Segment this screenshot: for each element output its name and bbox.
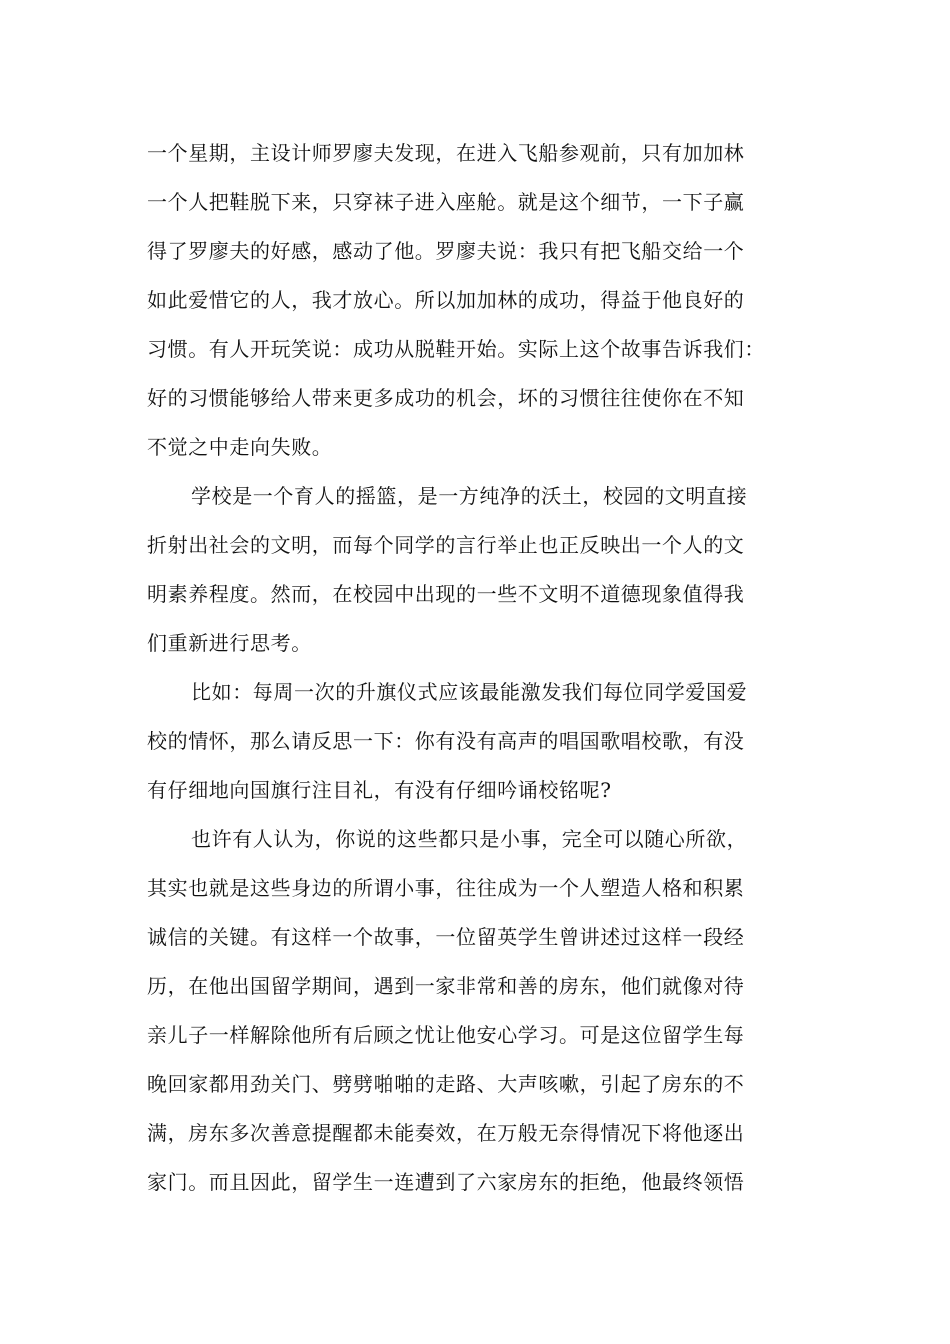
text-line: 满，房东多次善意提醒都未能奏效，在万般无奈得情况下将他逐出 <box>147 1121 745 1145</box>
text-line: 其实也就是这些身边的所谓小事，往往成为一个人塑造人格和积累 <box>147 876 745 900</box>
text-line: 亲儿子一样解除他所有后顾之忧让他安心学习。可是这位留学生每 <box>147 1023 745 1047</box>
body-text <box>147 129 807 1207</box>
text-line: 比如：每周一次的升旗仪式应该最能激发我们每位同学爱国爱 <box>191 680 748 704</box>
text-line: 明素养程度。然而，在校园中出现的一些不文明不道德现象值得我 <box>147 582 745 606</box>
paragraph-4 <box>147 815 807 1207</box>
text-line: 有仔细地向国旗行注目礼，有没有仔细吟诵校铭呢? <box>147 778 612 802</box>
text-line: 一个人把鞋脱下来，只穿袜子进入座舱。就是这个细节，一下子赢 <box>147 190 745 214</box>
paragraph-2 <box>147 472 807 668</box>
text-line: 历，在他出国留学期间，遇到一家非常和善的房东，他们就像对待 <box>147 974 745 998</box>
text-line: 习惯。有人开玩笑说：成功从脱鞋开始。实际上这个故事告诉我们： <box>147 337 765 361</box>
text-line: 学校是一个育人的摇篮，是一方纯净的沃土，校园的文明直接 <box>191 484 748 508</box>
text-line: 诚信的关键。有这样一个故事，一位留英学生曾讲述过这样一段经 <box>147 925 745 949</box>
text-line: 得了罗廖夫的好感，感动了他。罗廖夫说：我只有把飞船交给一个 <box>147 239 745 263</box>
text-line: 晚回家都用劲关门、劈劈啪啪的走路、大声咳嗽，引起了房东的不 <box>147 1072 745 1096</box>
text-line: 家门。而且因此，留学生一连遭到了六家房东的拒绝，他最终领悟 <box>147 1170 745 1194</box>
text-line: 好的习惯能够给人带来更多成功的机会，坏的习惯往往使你在不知 <box>147 386 745 410</box>
text-line: 也许有人认为，你说的这些都只是小事，完全可以随心所欲， <box>191 827 748 851</box>
paragraph-1 <box>147 129 807 472</box>
text-line: 折射出社会的文明，而每个同学的言行举止也正反映出一个人的文 <box>147 533 745 557</box>
text-line: 校的情怀，那么请反思一下：你有没有高声的唱国歌唱校歌，有没 <box>147 729 745 753</box>
text-line: 不觉之中走向失败。 <box>147 435 333 459</box>
paragraph-3 <box>147 668 807 815</box>
text-line: 们重新进行思考。 <box>147 631 312 655</box>
text-line: 一个星期，主设计师罗廖夫发现，在进入飞船参观前，只有加加林 <box>147 141 745 165</box>
text-line: 如此爱惜它的人，我才放心。所以加加林的成功，得益于他良好的 <box>147 288 745 312</box>
